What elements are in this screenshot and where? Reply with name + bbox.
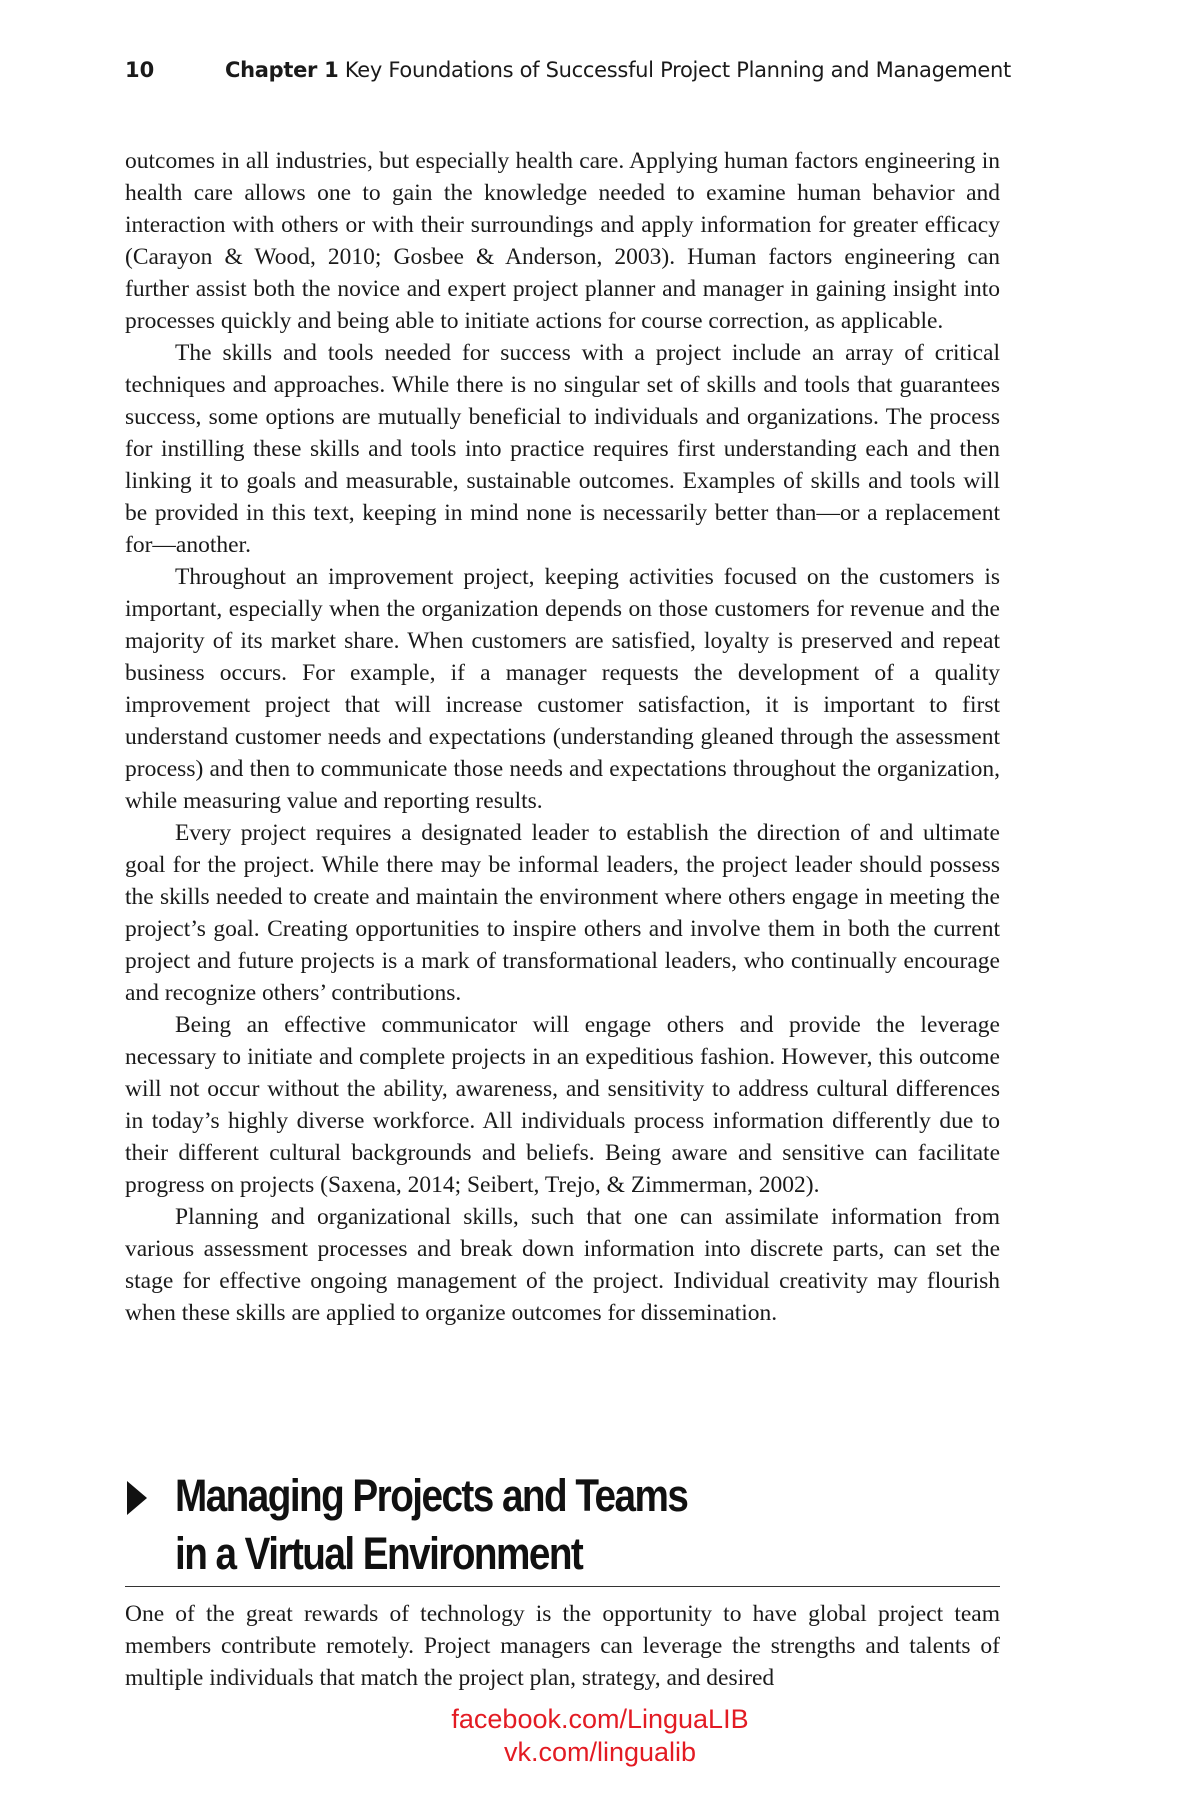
chapter-label: Chapter 1 [225,58,339,82]
triangle-bullet-icon [127,1481,147,1515]
paragraph: Being an effective communicator will engage others and provide the leverage necessary to initiate and complete projects in an expeditious fashion. However, this outcome will not occur without the ability, awareness, and sensitivity to address cultural differences in today’s highly diverse workforce. All individuals process information differently due to their different cultural backgrounds and beliefs. Being aware and sensitive can facilitate progress on projects (Saxena, 2014; Seibert, Trejo, & Zimmerman, 2002). [125,1012,1000,1198]
section-title-line: Managing Projects and Teams [175,1470,688,1521]
paragraph: Planning and organizational skills, such that one can assimilate information from various assessment processes and break down information into discrete parts, can set the stage for effective ongoing management of the project. Individual creativity may flourish when these skills are applied to organize outcomes for dissemination. [125,1204,1000,1326]
paragraph: Throughout an improvement project, keeping activities focused on the customers is important, especially when the organization depends on those customers for revenue and the majority of its market share. When customers are satisfied, loyalty is preserved and repeat business occurs. For example, if a manager requests the development of a quality improvement project that will increase customer satisfaction, it is important to first understand customer needs and expectations (understanding gleaned through the assessment process) and then to communicate those needs and expectations throughout the organization, while measuring value and reporting results. [125,564,1000,814]
chapter-title: Key Foundations of Successful Project Planning and Management [344,58,1011,82]
watermark [0,1703,1200,1769]
running-head [225,58,1011,82]
running-header [125,58,1011,90]
page-number: 10 [125,58,155,82]
section-body [125,1598,1000,1694]
section-divider [125,1586,1000,1587]
section-title-line: in a Virtual Environment [175,1528,583,1579]
paragraph: The skills and tools needed for success with a project include an array of critical techniques and approaches. While there is no singular set of skills and tools that guarantees success, some options are mutually beneficial to individuals and organizations. The process for instilling these skills and tools into practice requires first understanding each and then linking it to goals and measurable, sustainable outcomes. Examples of skills and tools will be provided in this text, keeping in mind none is necessarily better than—or a replacement for—another. [125,340,1000,558]
watermark-vk-link[interactable]: vk.com/lingualib [503,1737,697,1767]
paragraph: Every project requires a designated leader to establish the direction of and ultimate goal for the project. While there may be informal leaders, the project leader should possess the skills needed to create and maintain the environment where others engage in meeting the project’s goal. Creating opportunities to inspire others and involve them in both the current project and future projects is a mark of transformational leaders, who continually encourage and recognize others’ contributions. [125,820,1000,1006]
watermark-facebook-link[interactable]: facebook.com/LinguaLIB [451,1704,749,1734]
body-text [125,145,1000,1329]
paragraph: outcomes in all industries, but especially health care. Applying human factors engineering in health care allows one to gain the knowledge needed to examine human behavior and interaction with others or with their surroundings and apply information for greater efficacy (Carayon & Wood, 2010; Gosbee & Anderson, 2003). Human factors engineering can further assist both the novice and expert project planner and manager in gaining insight into processes quickly and being able to initiate actions for course correction, as applicable. [125,148,1000,334]
paragraph: One of the great rewards of technology is the opportunity to have global project team members contribute remotely. Project managers can leverage the strengths and talents of multiple individuals that match the project plan, strategy, and desired [125,1601,1000,1691]
section-title [175,1467,687,1583]
